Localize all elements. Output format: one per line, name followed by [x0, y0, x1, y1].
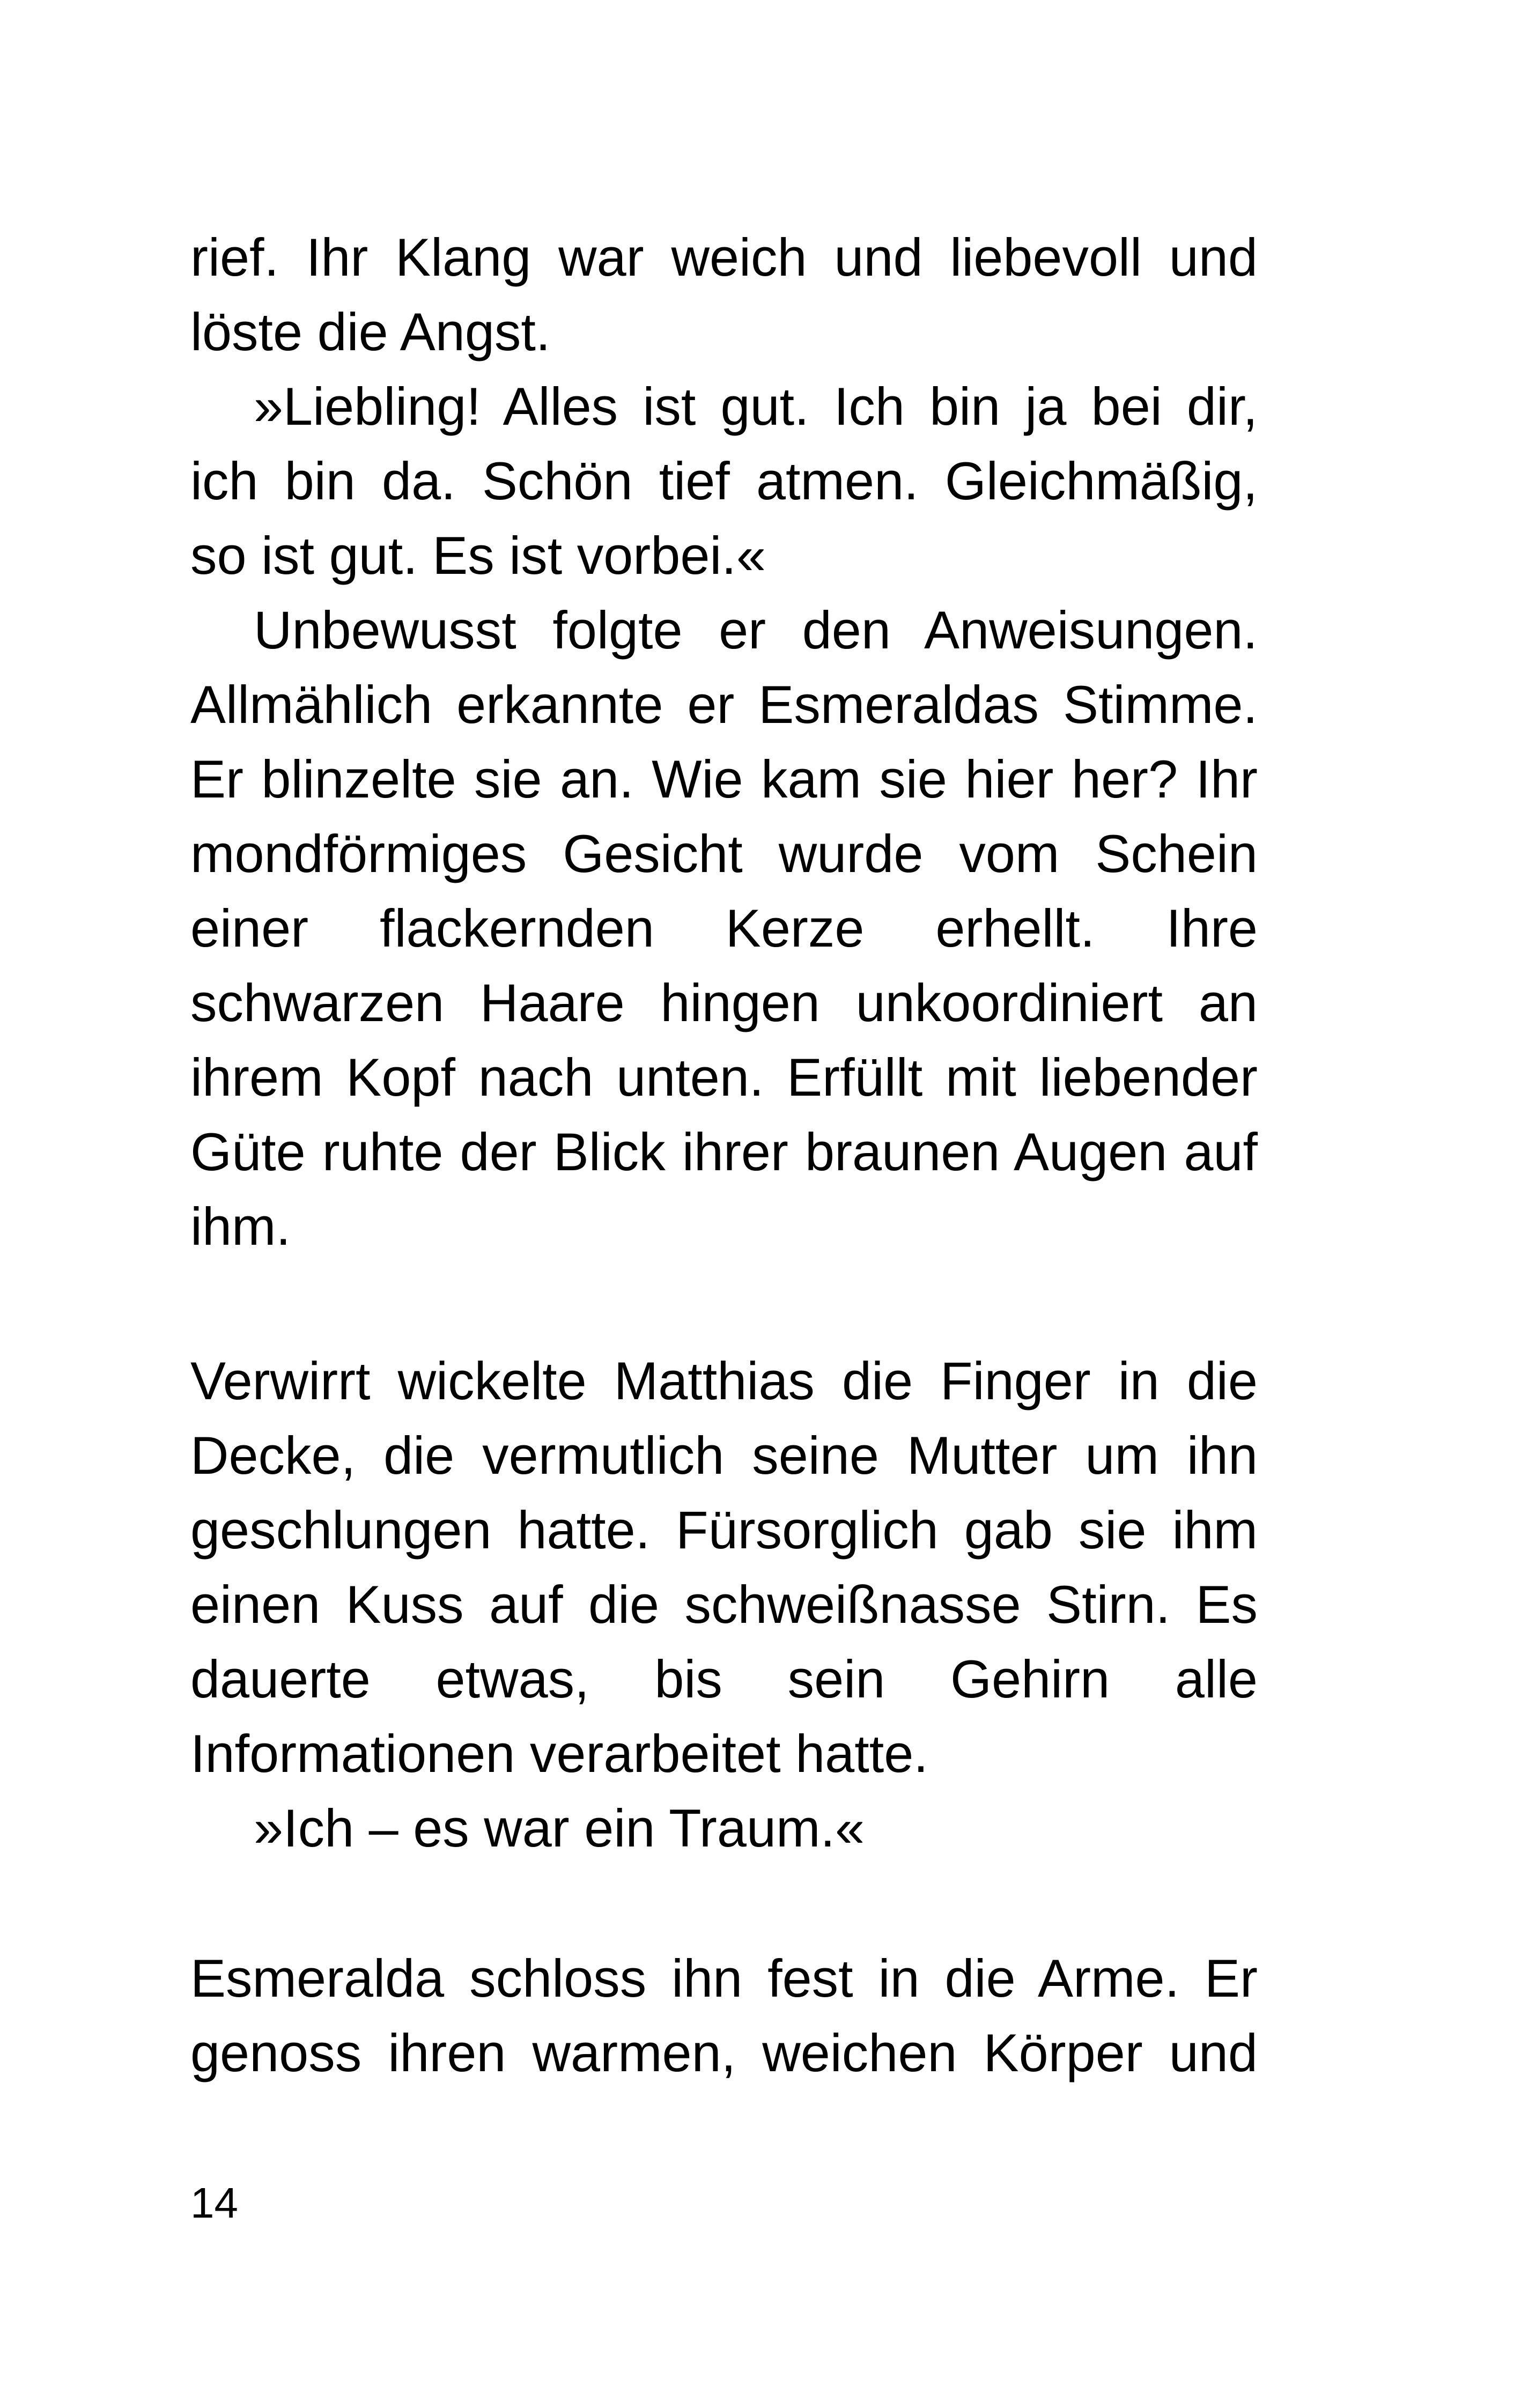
paragraph-2: »Liebling! Alles ist gut. Ich bin ja bei dir, ich bin da. Schön tief atmen. Gleichmäßig, so ist gut. Es ist vorbei.« — [190, 376, 1258, 585]
page-number: 14 — [190, 2179, 238, 2227]
paragraph-5: »Ich – es war ein Traum.« — [254, 1798, 865, 1858]
text-section-3 — [190, 1941, 1258, 2090]
paragraph-1: rief. Ihr Klang war weich und liebevoll und löste die Angst. — [190, 227, 1258, 361]
paragraph-4: Verwirrt wickelte Matthias die Finger in die Decke, die vermutlich seine Mutter um ihn geschlungen hatte. Fürsorglich gab sie ihm einen Kuss auf die schweißnasse Stirn. Es dauerte etwas, bis sein Gehirn alle Informationen verarbeitet hatte. — [190, 1351, 1258, 1783]
paragraph-3: Unbewusst folgte er den Anweisungen. Allmählich erkannte er Esmeraldas Stimme. Er blinzelte sie an. Wie kam sie hier her? Ihr mondförmiges Gesicht wurde vom Schein einer flackernden Kerze erhellt. Ihre schwarzen Haare hingen unkoordiniert an ihrem Kopf nach unten. Erfüllt mit liebender Güte ruhte der Blick ihrer braunen Augen auf ihm. — [190, 600, 1258, 1256]
paragraph-6: Esmeralda schloss ihn fest in die Arme. Er genoss ihren warmen, weichen Körper und — [190, 1948, 1258, 2082]
text-section-2 — [190, 1343, 1258, 1865]
text-section-1 — [190, 220, 1258, 1264]
